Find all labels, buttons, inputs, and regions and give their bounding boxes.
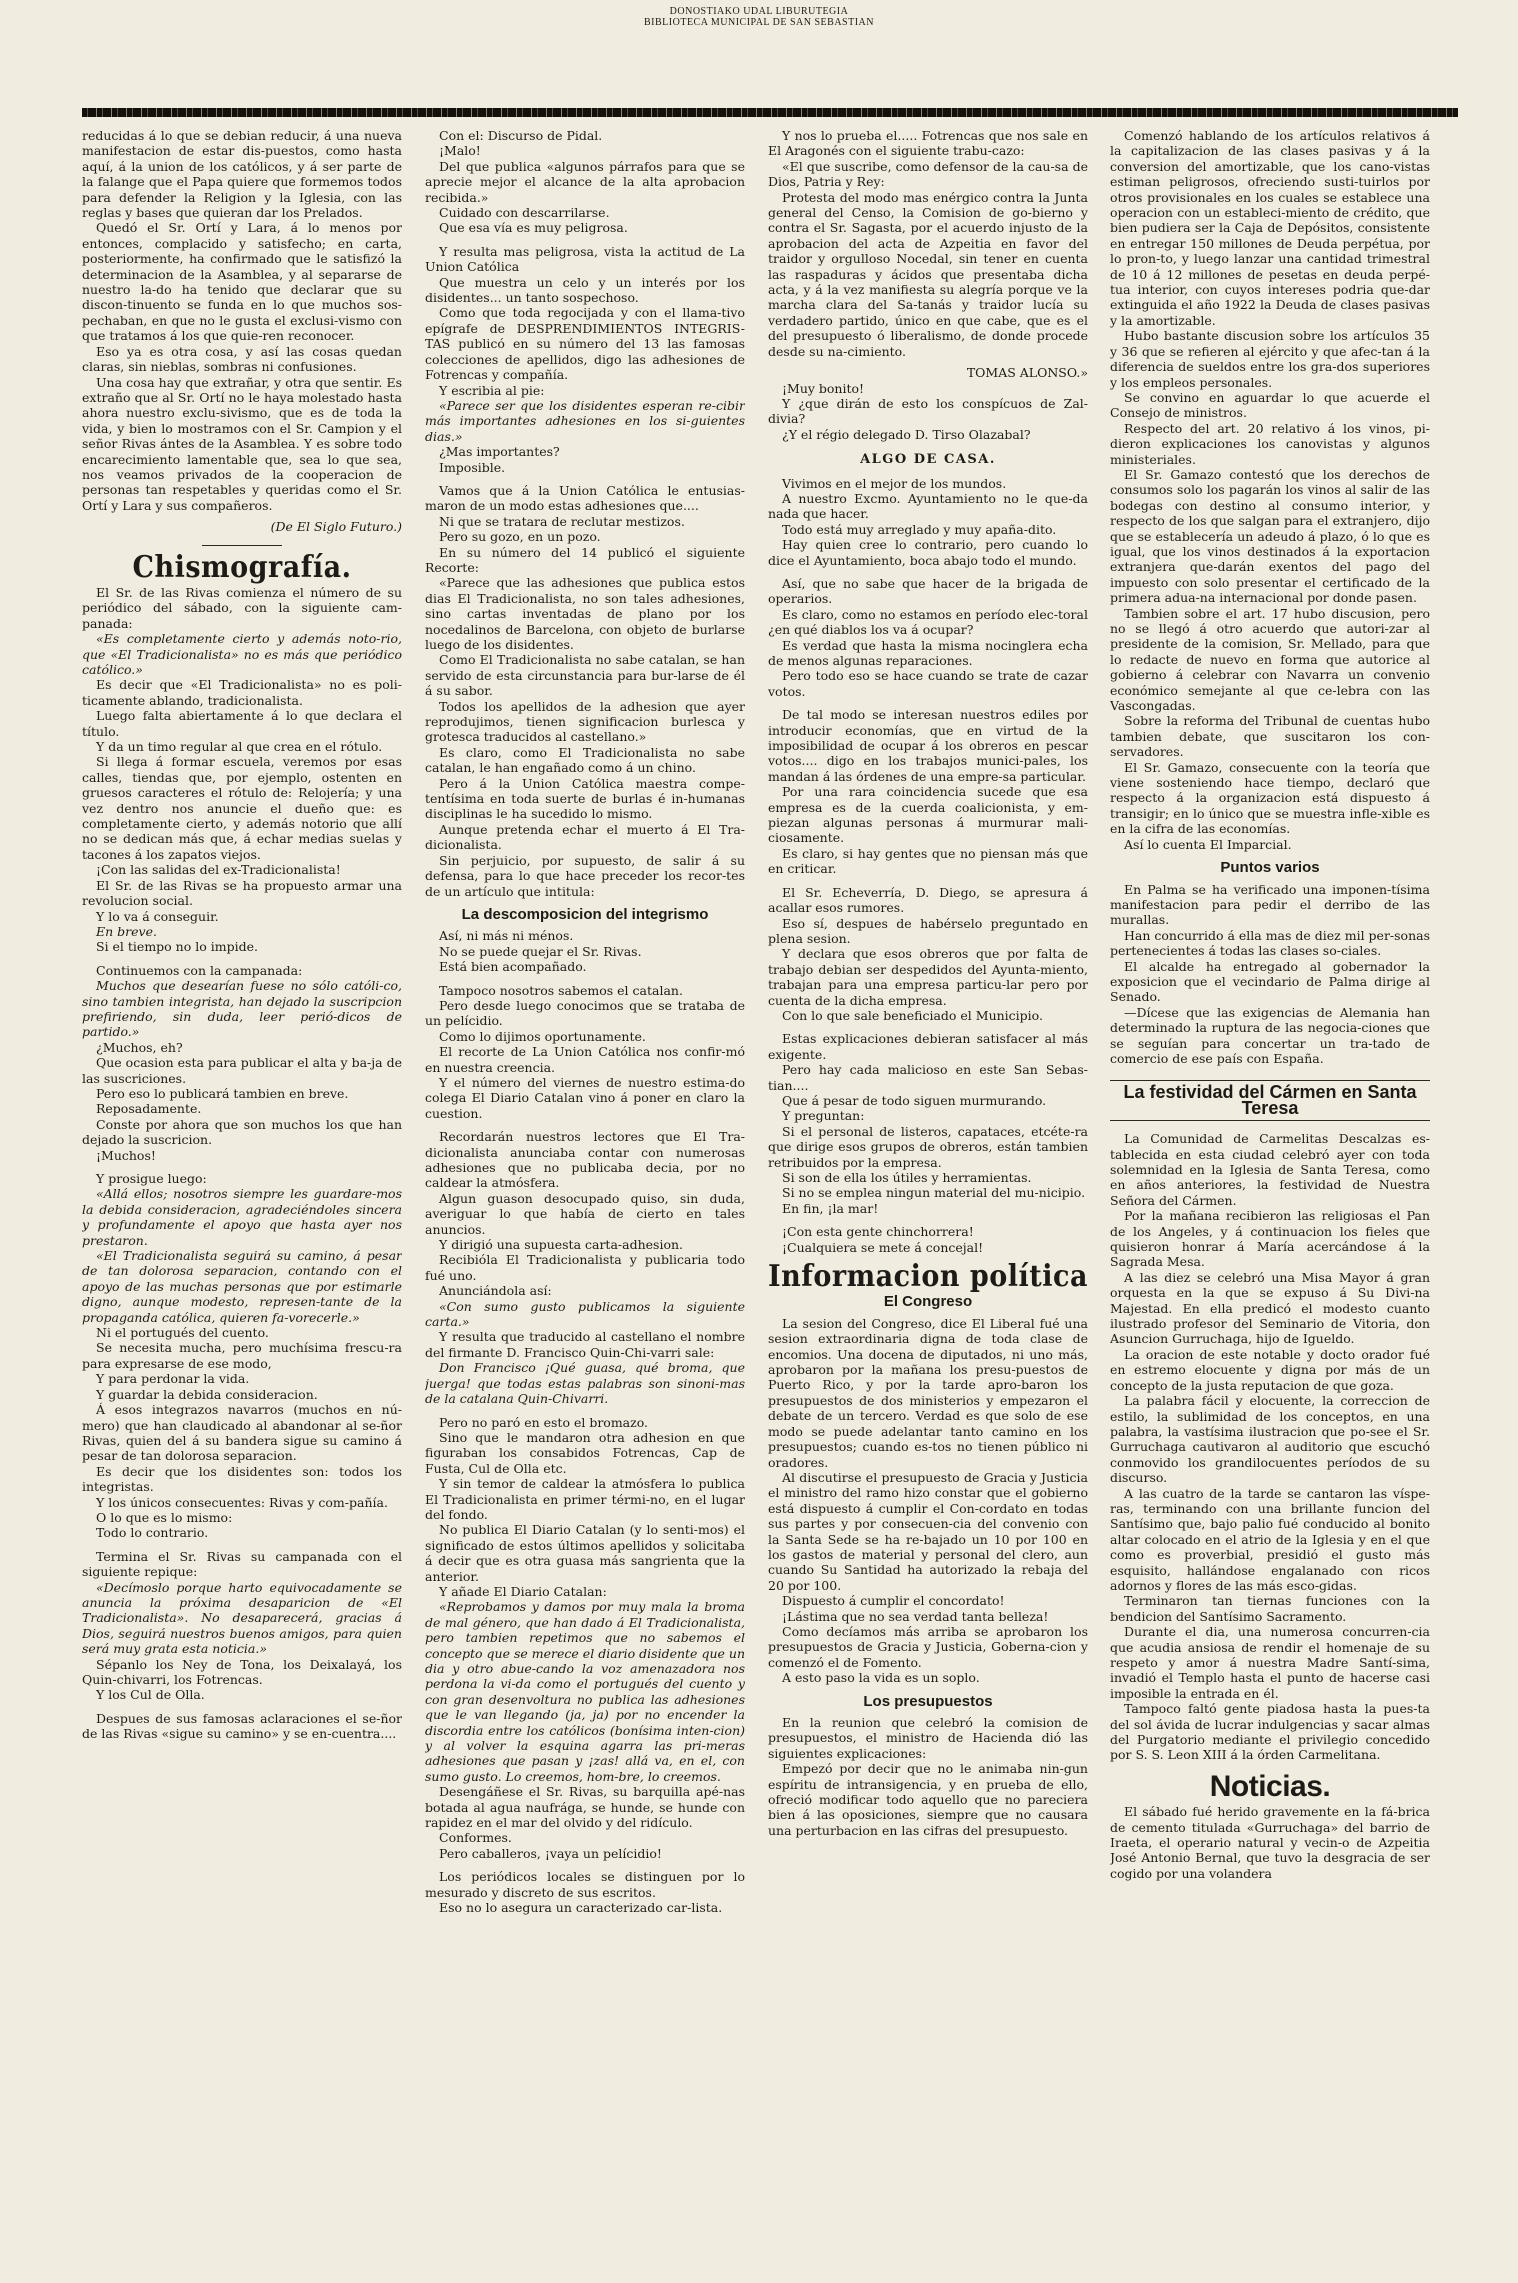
quote: «Allá ellos; nosotros siempre les guardare-mos la debida consideracion, agradeciéndoles sincera y profundamente el apoyo que hasta ayer nos prestaron.	[82, 1186, 402, 1248]
paragraph: Se convino en aguardar lo que acuerde el Consejo de ministros.	[1110, 389, 1430, 421]
paragraph: Como que toda regocijada y con el llama-tivo epígrafe de DESPRENDIMIENTOS INTEGRIS-TAS publicó en su número del 13 las famosas colecciones de apellidos, digo las adhesiones de Fotrencas y compañía.	[425, 305, 745, 383]
paragraph: Anunciándola así:	[439, 1283, 552, 1299]
paragraph: Así, ni más ni ménos.	[439, 928, 574, 944]
paragraph: Estas explicaciones debieran satisfacer al más exigente.	[768, 1031, 1088, 1062]
subheading-descomposicion: La descomposicion del integrismo	[461, 905, 709, 923]
paragraph: Y preguntan:	[782, 1108, 865, 1124]
paragraph: El Sr. Gamazo contestó que los derechos de consumos solo los pagarán los vinos al salir de las bodegas con destino al consumo interior, y respecto de los que salgan para el extranjero, dijo que se establecería un adeudo á plazo, ó lo que es igual, que los vinos destinados á la exportacion extranjera que-darán exentos del pago del impuesto con solo presentar el certificado de la primera adua-na internacional por donde pasen.	[1110, 466, 1430, 606]
column-3	[768, 128, 1088, 2268]
paragraph: A nuestro Excmo. Ayuntamiento no le que-da nada que hacer.	[768, 490, 1088, 522]
paragraph: Imposible.	[439, 459, 506, 475]
quote: Don Francisco ¡Qué guasa, qué broma, que juerga! que todas estas palabras son sinoni-mas de la catalana Quin-Chivarri.	[425, 1360, 745, 1407]
paragraph: El sábado fué herido gravemente en la fá-brica de cemento titulada «Gurruchaga» del barrio de Iraeta, el operario natural y vecin-o de Azpeitia José Antonio Bernal, que tuvo la desgracia de ser cogido por una volandera	[1110, 1804, 1430, 1881]
paragraph: Es claro, como El Tradicionalista no sabe catalan, le han engañado como á un chino.	[425, 744, 745, 776]
paragraph: Sin perjuicio, por supuesto, de salir á su defensa, para lo que hace preceder los recor-tes de un artículo que intitula:	[425, 852, 745, 899]
paragraph: El Sr. de las Rivas comienza el número de su periódico del sábado, con la siguiente cam-panada:	[82, 584, 402, 631]
paragraph: ¡Muy bonito!	[782, 380, 865, 396]
paragraph: De tal modo se interesan nuestros ediles por introducir economías, que en virtud de la imposibilidad de ocupar á los obreros en pescar votos.... digo en los trabajos munici-pales, los mandan á las órdenes de una empre-sa particular.	[768, 707, 1088, 784]
paragraph: En la reunion que celebró la comision de presupuestos, el ministro de Hacienda dió las siguientes explicaciones:	[768, 1715, 1088, 1761]
paragraph: Pero desde luego conocimos que se trataba de un pelícidio.	[425, 997, 745, 1029]
paragraph: —Dícese que las exigencias de Alemania han determinado la ruptura de las negocia-ciones que se seguían para concertar un tra-tado de comercio de ese país con España.	[1110, 1004, 1430, 1066]
paragraph: Y para perdonar la vida.	[96, 1371, 250, 1387]
paragraph: Si el personal de listeros, capataces, etcéte-ra que dirige esos grupos de obreros, están tambien retribuidos por la empresa.	[768, 1123, 1088, 1170]
paragraph: Desengáñese el Sr. Rivas, su barquilla apé-nas botada al agua naufrága, se hunde, se hunde con rapidez en el mar del olvido y del ridículo.	[425, 1784, 745, 1831]
paragraph: La sesion del Congreso, dice El Liberal fué una sesion extraordinaria digna de toda clase de encomios. Una docena de diputados, ni uno más, aprobaron por la mañana los presu-puestos de Puerto Rico, y por la tarde apro-baron los presupuestos de dos ministerios y empezaron el debate de un tercero. Verdad es que solo de ese modo se puede adelantar tanto camino en los presupuestos; cuando es-tos no tienen público ni oradores.	[768, 1315, 1088, 1470]
archive-name-spanish: BIBLIOTECA MUNICIPAL DE SAN SEBASTIAN	[644, 17, 874, 28]
archive-masthead	[0, 6, 1518, 28]
paragraph: Hubo bastante discusion sobre los artículos 35 y 36 que se refieren al ejército y que afec-tan á la diferencia de sueldos entre los gra-dos superiores y los empleos personales.	[1110, 328, 1430, 390]
paragraph: Es decir que los disidentes son: todos los integristas.	[82, 1463, 402, 1495]
paragraph: Que muestra un celo y un interés por los disidentes... un tanto sospechoso.	[425, 274, 745, 306]
signature: TOMAS ALONSO.»	[966, 365, 1088, 381]
paragraph: Sobre la reforma del Tribunal de cuentas hubo tambien debate, que suscitaron los con-servadores.	[1110, 713, 1430, 760]
paragraph: Terminaron tan tiernas funciones con la bendicion del Santísimo Sacramento.	[1110, 1593, 1430, 1624]
paragraph: Conste por ahora que son muchos los que han dejado la suscricion.	[82, 1116, 402, 1148]
subheading-algo-de-casa: ALGO DE CASA.	[860, 452, 996, 468]
paragraph: Recordarán nuestros lectores que El Tra-dicionalista anunciaba contar con numerosas adhesiones que no publicaba decia, por no caldear la atmósfera.	[425, 1129, 745, 1191]
paragraph: Una cosa hay que extrañar, y otra que sentir. Es extraño que al Sr. Ortí no le haya molestado hasta ahora nuestro exclu-sivismo, que es de toda la vida, y bien lo mostramos con el Sr. Campion y el señor Rivas ántes de la Asamblea. Y es sobre todo encarecimiento lamentable que, sea lo que sea, nos veamos privados de la cooperacion de personas tan respetables y queridas como el Sr. Ortí y Lara y sus compañeros.	[82, 374, 402, 513]
paragraph: Pero todo eso se hace cuando se trate de cazar votos.	[768, 668, 1088, 699]
paragraph: Todo lo contrario.	[96, 1525, 209, 1541]
paragraph: Todo está muy arreglado y muy apaña-dito.	[782, 521, 1057, 537]
paragraph: Y guardar la debida consideracion.	[96, 1386, 318, 1402]
paragraph: Continuemos con la campanada:	[96, 962, 303, 978]
paragraph: La palabra fácil y elocuente, la correccion de estilo, la sublimidad de los conceptos, en una palabra, la vastísima ilustracion que po-see el Sr. Gurruchaga cautivaron al auditorio que escuchó conmovido los grandilocuentes períodos de su discurso.	[1110, 1393, 1430, 1486]
column-1	[82, 128, 402, 2268]
paragraph: Si no se emplea ningun material del mu-nicipio.	[782, 1185, 1086, 1201]
quote: «Parece ser que los disidentes esperan re-cibir más importantes adhesiones en los si-guientes dias.»	[425, 397, 745, 444]
paragraph: Si el tiempo no lo impide.	[96, 939, 258, 955]
paragraph: Que á pesar de todo siguen murmurando.	[782, 1092, 1047, 1108]
paragraph: No se puede quejar el Sr. Rivas.	[439, 943, 642, 959]
paragraph: Reposadamente.	[96, 1101, 202, 1117]
paragraph: Por una rara coincidencia sucede que esa empresa es de la cuerda coalicionista, y em-piezan algunas personas á murmurar mali-ciosamente.	[768, 784, 1088, 846]
paragraph: Que ocasion esta para publicar el alta y ba-ja de las suscriciones.	[82, 1055, 402, 1086]
paragraph: En su número del 14 publicó el siguiente Recorte:	[425, 544, 745, 575]
paragraph: ¡Cualquiera se mete á concejal!	[782, 1239, 984, 1255]
paragraph: ¿Mas importantes?	[439, 444, 560, 460]
paragraph: Comenzó hablando de los artículos relativos á la capitalizacion de las clases pasivas y á la conversion del amortizable, que los cano-vistas estiman peligrosos, ofreciendo susti-tuirlos por otros provisionales en los cuales se establece una operacion con un estableci-miento de crédito, que bien pudiera ser la Caja de Depósitos, consistente en entregar 150 millones de Deuda perpétua, por lo pron-to, y luego lanzar una cantidad trimestral de 10 á 12 millones de pesetas en deuda perpé-tua interior, con cuyos intereses podria que-dar extinguida el año 1922 la Deuda de clases pasivas y la amortizable.	[1110, 128, 1430, 328]
paragraph: Pero no paró en esto el bromazo.	[439, 1414, 648, 1430]
paragraph: El Sr. Gamazo, consecuente con la teoría que viene sosteniendo hace tiempo, declaró que respecto á la organizacion está dispuesto á transigir; en lo único que se muestra infle-xible es en la cifra de las economías.	[1110, 759, 1430, 837]
paragraph: Y nos lo prueba el..... Fotrencas que nos sale en El Aragonés con el siguiente trabu-cazo:	[768, 128, 1088, 159]
paragraph: Dispuesto á cumplir el concordato!	[782, 1593, 1005, 1609]
paragraph: Aunque pretenda echar el muerto á El Tra-dicionalista.	[425, 821, 745, 853]
paragraph: El Sr. de las Rivas se ha propuesto armar una revolucion social.	[82, 877, 402, 909]
archive-name-basque: DONOSTIAKO UDAL LIBURUTEGIA	[669, 6, 849, 17]
paragraph: ¡Con las salidas del ex-Tradicionalista!	[96, 862, 341, 878]
paragraph: Algun guason desocupado quiso, sin duda, averiguar lo que había de cierto en tales anuncios.	[425, 1190, 745, 1237]
paragraph: ¿Muchos, eh?	[96, 1039, 183, 1055]
quote: «El que suscribe, como defensor de la cau-sa de Dios, Patria y Rey:	[768, 158, 1088, 190]
paragraph: Y añade El Diario Catalan:	[439, 1583, 607, 1599]
section-heading-informacion-politica: Informacion política	[768, 1259, 1088, 1294]
paragraph: Y declara que esos obreros que por falta de trabajo debian ser despedidos del Ayunta-miento, trabajan para una empresa particu-lar pero por cuenta de la dicha empresa.	[768, 946, 1088, 1008]
paragraph: Sépanlo los Ney de Tona, los Deixalayá, los Quin-chivarri, los Fotrencas.	[82, 1656, 402, 1687]
paragraph: Pero caballeros, ¡vaya un pelícidio!	[439, 1845, 662, 1861]
paragraph: Vamos que á la Union Católica le entusias-maron de un modo estas adhesiones que....	[425, 482, 745, 514]
quote: Protesta del modo mas enérgico contra la Junta general del Censo, la Comision de go-bierno y contra el Sr. Sagasta, por el acuerdo injusto de la aprobacion del acta de Azpeitia en favor del traidor y orgulloso Nocedal, sin tener en cuenta las raspaduras y ácidos que presentaba dicha acta, y á la vez manifiesta su alegría porque ve la marcha clara del Sa-tanás y traidor lucía su verdadero partido, único en que cabe, que es el del presupuesto ó liberalismo, de donde procede desde su na-cimiento.	[768, 189, 1088, 359]
paragraph: Y prosigue luego:	[96, 1171, 207, 1186]
paragraph: Respecto del art. 20 relativo á los vinos, pi-dieron explicaciones los canovistas y algunos ministeriales.	[1110, 420, 1430, 467]
paragraph: Si son de ella los útiles y herramientas.	[782, 1170, 1032, 1185]
quote: Muchos que desearían fuese no sólo católi-co, sino tambien integrista, han dejado la suscripcion prefiriendo, sin duda, leer perió-dicos de partido.»	[82, 978, 402, 1040]
paragraph: ¡Con esta gente chinchorrera!	[782, 1224, 974, 1240]
paragraph: Pero eso lo publicará tambien en breve.	[96, 1085, 349, 1101]
paragraph: Y los únicos consecuentes: Rivas y com-pañía.	[96, 1494, 388, 1510]
paragraph: Pero á la Union Católica maestra compe-tentísima en toda suerte de burlas é in-humanas disciplinas le ha sucedido lo mismo.	[425, 775, 745, 822]
paragraph: Ni que se tratara de reclutar mestizos.	[439, 513, 685, 529]
paragraph: Hay quien cree lo contrario, pero cuando lo dice el Ayuntamiento, boca abajo todo el mundo.	[768, 537, 1088, 568]
paragraph: Vivimos en el mejor de los mundos.	[782, 475, 1007, 491]
paragraph: Y dirigió una supuesta carta-adhesion.	[439, 1237, 683, 1253]
paragraph: Durante el dia, una numerosa concurren-cia que acudia ansiosa de rendir el homenaje de su respeto y amor á nuestra Madre Santí-sima, invadió el Templo hasta el punto de hacerse casi imposible la entrada en él.	[1110, 1624, 1430, 1701]
quote: «Es completamente cierto y además noto-rio, que «El Tradicionalista» no es más que periódico católico.»	[82, 631, 402, 677]
paragraph: A las diez se celebró una Misa Mayor á gran orquesta en la que se expuso á Su Divi-na Majestad. En ella predicó el modesto cuanto ilustrado profesor del Seminario de Vitoria, don Asuncion Gurruchaga, hijo de Igueldo.	[1110, 1269, 1430, 1347]
paragraph: Y da un timo regular al que crea en el rótulo.	[96, 739, 383, 755]
paragraph: Luego falta abiertamente á lo que declara el título.	[82, 708, 402, 739]
paragraph: Cuidado con descarrilarse.	[439, 205, 610, 221]
paragraph: Del que publica «algunos párrafos para que se aprecie mejor el alcance de la alta aprobacion recibida.»	[425, 158, 745, 205]
paragraph: Así, que no sabe que hacer de la brigada de operarios.	[768, 575, 1088, 607]
paragraph: Es decir que «El Tradicionalista» no es poli-ticamente ablando, tradicionalista.	[82, 677, 402, 708]
paragraph: Tampoco faltó gente piadosa hasta la pues-ta del sol ávida de lucrar indulgencias y sacar almas del Purgatorio mediante el privilegio concedido por S. S. Leon XIII á la órden Carmelitana.	[1110, 1701, 1430, 1763]
paragraph: Y sin temor de caldear la atmósfera lo publica El Tradicionalista en primer térmi-no, en el lugar del fondo.	[425, 1476, 745, 1522]
paragraph: La Comunidad de Carmelitas Descalzas es-tablecida en esta ciudad celebró ayer con toda solemnidad en la Iglesia de Santa Teresa, como en años anteriores, la festividad de Nuestra Señora del Cármen.	[1110, 1131, 1430, 1208]
paragraph: La oracion de este notable y docto orador fué en estremo elocuente y digna por más de un concepto de la justa reputacion de que goza.	[1110, 1346, 1430, 1393]
paragraph: Y los Cul de Olla.	[96, 1687, 205, 1703]
paragraph: Es claro, si hay gentes que no piensan más que en criticar.	[768, 845, 1088, 877]
paragraph: ¡Lástima que no sea verdad tanta belleza!	[782, 1608, 1049, 1624]
paragraph: Termina el Sr. Rivas su campanada con el siguiente repique:	[82, 1548, 402, 1580]
paragraph: Eso ya es otra cosa, y así las cosas quedan claras, sin nieblas, sombras ni confusiones.	[82, 343, 402, 375]
paragraph: Y lo va á conseguir.	[96, 908, 219, 924]
section-heading-noticias: Noticias.	[1209, 1769, 1331, 1803]
paragraph: En breve.	[96, 923, 157, 939]
paragraph: Que esa vía es muy peligrosa.	[439, 220, 628, 236]
paragraph: reducidas á lo que se debian reducir, á una nueva manifestacion de estar dis-puestos, como hasta aquí, á la union de los católicos, y á ser parte de la falange que el Papa quiere que formemos todos para defender la Religion y la Iglesia, con las reglas y bases que quieran dar los Prelados.	[82, 128, 402, 221]
paragraph: Y escribia al pie:	[439, 382, 545, 398]
paragraph: A esto paso la vida es un soplo.	[782, 1670, 980, 1686]
paragraph: Y resulta que traducido al castellano el nombre del firmante D. Francisco Quin-Chi-varri sale:	[425, 1329, 745, 1360]
paragraph: El Sr. Echeverría, D. Diego, se apresura á acallar esos rumores.	[768, 884, 1088, 916]
paragraph: En Palma se ha verificado una imponen-tísima manifestacion para pedir el derribo de las murallas.	[1110, 881, 1430, 928]
subheading-los-presupuestos: Los presupuestos	[863, 1692, 993, 1710]
column-2	[425, 128, 745, 2268]
quote: Todos los apellidos de la adhesion que ayer reprodujimos, tienen significacion burlesca y grotesca traducidos al castellano.»	[425, 698, 745, 745]
section-heading-festividad-carmen: La festividad del Cármen en Santa Teresa	[1110, 1080, 1430, 1121]
quote: «Con sumo gusto publicamos la siguiente carta.»	[425, 1298, 745, 1330]
source-credit: (De El Siglo Futuro.)	[270, 519, 402, 535]
paragraph: Como decíamos más arriba se aprobaron los presupuestos de Gracia y Justicia, Goberna-cion y comenzó el de Fomento.	[768, 1623, 1088, 1670]
paragraph: En fin, ¡la mar!	[782, 1200, 879, 1216]
paragraph: Quedó el Sr. Ortí y Lara, á lo menos por entonces, complacido y satisfecho; en carta, posteriormente, ha confirmado que le satisfizó la determinacion de la Asamblea, y al separarse de nuestro la-do ha tenido que declarar que su discon-tinuento se funda en lo que muchos sos-pechaban, en que no le gusta el exclusi-vismo con que tratamos á los que quie-ren reconocer.	[82, 220, 402, 344]
paragraph: Y el número del viernes de nuestro estima-do colega El Diario Catalan vino á poner en claro la cuestion.	[425, 1074, 745, 1121]
quote: «Reprobamos y damos por muy mala la broma de mal género, que han dado á El Tradicionalista, pero tambien repetimos que no sabemos el concepto que se merece el diario disidente que un dia y otro abue-cando la voz amenazadora nos perdona la vi-da como el portugués del cuento y con gran desenvoltura no publica las adhesiones que le van llegando (ja, ja) por no encender la discordia entre los católicos (bonísima inten-cion) y al volver la esquina agarra las pri-meras adhesiones que pasan y ¡zas! allá va, en el, con sumo gusto. Lo creemos, hom-bre, lo creemos.	[425, 1599, 745, 1784]
paragraph: Despues de sus famosas aclaraciones el se-ñor de las Rivas «sigue su camino» y se en-cuentra....	[82, 1710, 402, 1742]
paragraph: Á esos integrazos navarros (muchos en nú-mero) que han claudicado al abandonar al se-ñor Rivas, quien del á su bandera sigue su camino á pesar de tan dolorosa separacion.	[82, 1402, 402, 1464]
paragraph: ¡Muchos!	[96, 1147, 156, 1163]
paragraph: ¡Malo!	[439, 143, 481, 159]
section-heading-chismografia: Chismografía.	[132, 549, 352, 585]
paragraph: Como lo dijimos oportunamente.	[439, 1028, 646, 1044]
paragraph: Pero su gozo, en un pozo.	[439, 529, 601, 545]
subheading-el-congreso: El Congreso	[883, 1293, 973, 1311]
column-4	[1110, 128, 1430, 2268]
paragraph: Por la mañana recibieron las religiosas el Pan de los Angeles, y á continuacion los fieles que quisieron honrar á María acercándose á la Sagrada Mesa.	[1110, 1208, 1430, 1270]
paragraph: Si llega á formar escuela, veremos por esas calles, tiendas que, por ejemplo, ostenten en gruesos caracteres el rótulo de: Relojería; y una vez dentro nos anuncie el dueño que: es completamente cierto, y además notorio que allí no se dedican más que, á echar medias suelas y tacones á los zapatos viejos.	[82, 754, 402, 862]
subheading-puntos-varios: Puntos varios	[1220, 859, 1320, 877]
header-rule	[82, 108, 1458, 117]
paragraph: Es verdad que hasta la misma nocinglera echa de menos algunas reparaciones.	[768, 637, 1088, 668]
paragraph: Al discutirse el presupuesto de Gracia y Justicia el ministro del ramo hizo constar que el gobierno está dispuesto á cumplir el Con-cordato en todas sus partes y por consecuen-cia del convenio con la Santa Sede se ha re-bajado un 10 por 100 en los gastos de material y personal del clero, aun cuando Su Santidad ha autorizado la rebaja del 20 por 100.	[768, 1469, 1088, 1593]
separator	[202, 545, 282, 546]
paragraph: A las cuatro de la tarde se cantaron las víspe-ras, terminando con una brillante funcion del Santísimo que, bajo palio fué conducido al bonito altar colocado en el atrio de la Iglesia y en el que como es proverbial, presidió el gusto más esquisito, hallándose engalanado con ricos adornos y flores de las más esco-gidas.	[1110, 1485, 1430, 1593]
quote: «El Tradicionalista seguirá su camino, á pesar de tan dolorosa separacion, contando con el apoyo de las muchas personas que por estimarle digno, aunque modesto, represen-tante de la propaganda católica, quieren fa-vorecerle.»	[82, 1248, 402, 1325]
paragraph: Recibióla El Tradicionalista y publicaria todo fué uno.	[425, 1252, 745, 1283]
paragraph: Eso no lo asegura un caracterizado car-lista.	[439, 1900, 723, 1916]
paragraph: Sino que le mandaron otra adhesion en que figuraban los consabidos Fotrencas, Cap de Fusta, Cul de Olla etc.	[425, 1429, 745, 1476]
paragraph: Pero hay cada malicioso en este San Sebas-tian....	[768, 1062, 1088, 1093]
paragraph: ¿Y el régio delegado D. Tirso Olazabal?	[782, 426, 1031, 442]
paragraph: Ni el portugués del cuento.	[96, 1325, 269, 1341]
quote: «Parece que las adhesiones que publica estos dias El Tradicionalista, no son tales adhesiones, sino cartas inventadas de plano por los nocedalinos de Barcelona, con objeto de burlarse luego de los disidentes.	[425, 575, 745, 652]
paragraph: Está bien acompañado.	[439, 959, 587, 975]
paragraph: Empezó por decir que no le animaba nin-gun espíritu de intransigencia, y en prueba de ello, ofreció modificar todo aquello que no pareciera bien á las oposiciones, siempre que no causara una perturbacion en las cifras del presupuesto.	[768, 1761, 1088, 1838]
paragraph: Y ¿que dirán de esto los conspícuos de Zal-divia?	[768, 395, 1088, 427]
paragraph: Así lo cuenta El Imparcial.	[1124, 836, 1292, 852]
paragraph: Se necesita mucha, pero muchísima frescu-ra para expresarse de ese modo,	[82, 1340, 402, 1371]
paragraph: Eso sí, despues de habérselo preguntado en plena sesion.	[768, 915, 1088, 946]
quote: Como El Tradicionalista no sabe catalan, se han servido de esta circunstancia para bur-larse de él á su sabor.	[425, 652, 745, 699]
paragraph: Es claro, como no estamos en período elec-toral ¿en qué diablos los va á ocupar?	[768, 606, 1088, 638]
quote: «Decímoslo porque harto equivocadamente se anuncia la próxima desaparicion de «El Tradicionalista». No desaparecerá, gracias á Dios, seguirá nuestros buenos amigos, para quien será muy grata esta noticia.»	[82, 1579, 402, 1657]
paragraph: Con lo que sale beneficiado el Municipio.	[782, 1007, 1043, 1023]
paragraph: Y resulta mas peligrosa, vista la actitud de La Union Católica	[425, 243, 745, 275]
paragraph: O lo que es lo mismo:	[96, 1509, 233, 1525]
paragraph: Con el: Discurso de Pidal.	[439, 128, 603, 143]
paragraph: El alcalde ha entregado al gobernador la exposicion que el vecindario de Palma dirige al Senado.	[1110, 958, 1430, 1005]
paragraph: Han concurrido á ella mas de diez mil per-sonas pertenecientes á todas las clases so-ciales.	[1110, 927, 1430, 959]
paragraph: Tampoco nosotros sabemos el catalan.	[439, 982, 683, 998]
paragraph: No publica El Diario Catalan (y lo senti-mos) el significado de estos últimos apellidos y solicitaba á decir que es otra guasa más sangrienta que la anterior.	[425, 1522, 745, 1584]
paragraph: Conformes.	[439, 1830, 512, 1846]
paragraph: Tambien sobre el art. 17 hubo discusion, pero no se llegó á otro acuerdo que autori-zar al presidente de la comision, Sr. Mellado, para que lo redacte de nuevo en forma que autorice al gobierno á celebrar con Navarra un convenio económico semejante al que ce-lebra con las Vascongadas.	[1110, 605, 1430, 714]
paragraph: El recorte de La Union Católica nos confir-mó en nuestra creencia.	[425, 1044, 745, 1075]
paragraph: Los periódicos locales se distinguen por lo mesurado y discreto de sus escritos.	[425, 1869, 745, 1900]
